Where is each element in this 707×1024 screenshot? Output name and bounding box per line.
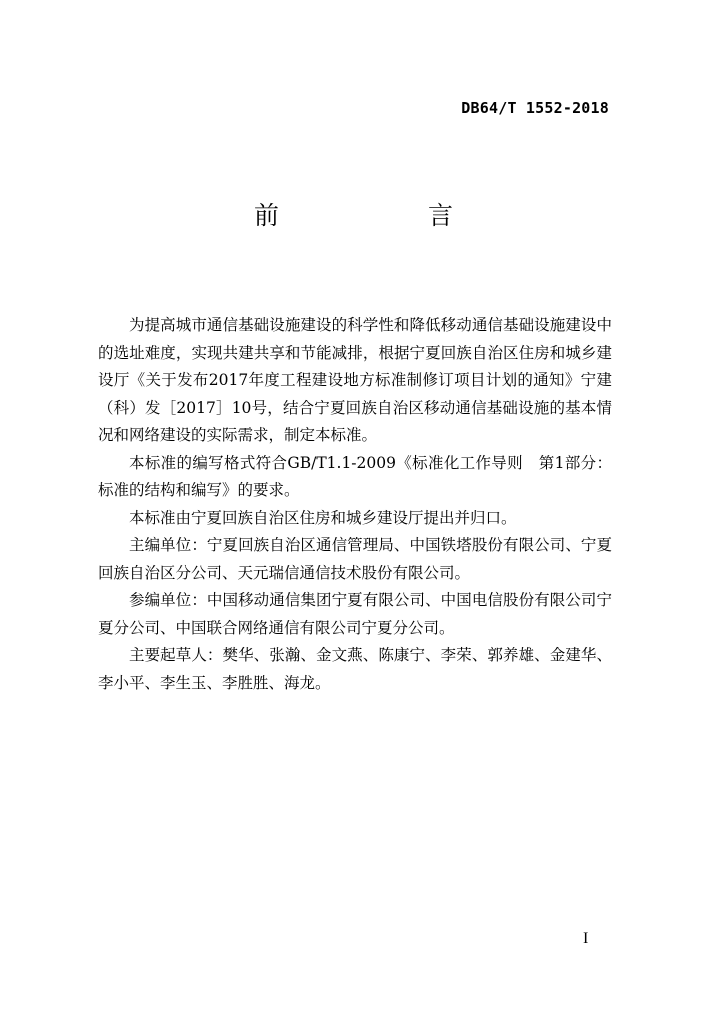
page-title: 前 言: [253, 201, 515, 230]
standard-code: DB64/T 1552-2018: [461, 99, 609, 117]
paragraph-format: 本标准的编写格式符合GB/T1.1-2009《标准化工作导则 第1部分：标准的结构和编写》的要求。: [98, 453, 612, 499]
paragraph-participants: 参编单位：中国移动通信集团宁夏有限公司、中国电信股份有限公司宁夏分公司、中国联合网络通信有限公司宁夏分公司。: [98, 591, 612, 637]
foreword-body: [98, 312, 612, 697]
page-number: I: [583, 930, 589, 947]
paragraph-purpose: 为提高城市通信基础设施建设的科学性和降低移动通信基础设施建设中的选址难度，实现共建共享和节能减排，根据宁夏回族自治区住房和城乡建设厅《关于发布2017年度工程建设地方标准制修订项目计划的通知》宁建（科）发［2017］10号，结合宁夏回族自治区移动通信基础设施的基本情况和网络建设的实际需求，制定本标准。: [98, 316, 612, 444]
paragraph-proposer: 本标准由宁夏回族自治区住房和城乡建设厅提出并归口。: [129, 508, 517, 527]
paragraph-chief-editors: 主编单位：宁夏回族自治区通信管理局、中国铁塔股份有限公司、宁夏回族自治区分公司、天元瑞信通信技术股份有限公司。: [98, 536, 612, 582]
paragraph-drafters: 主要起草人：樊华、张瀚、金文燕、陈康宁、李荣、郭养雄、金建华、李小平、李生玉、李胜胜、海龙。: [98, 646, 612, 692]
